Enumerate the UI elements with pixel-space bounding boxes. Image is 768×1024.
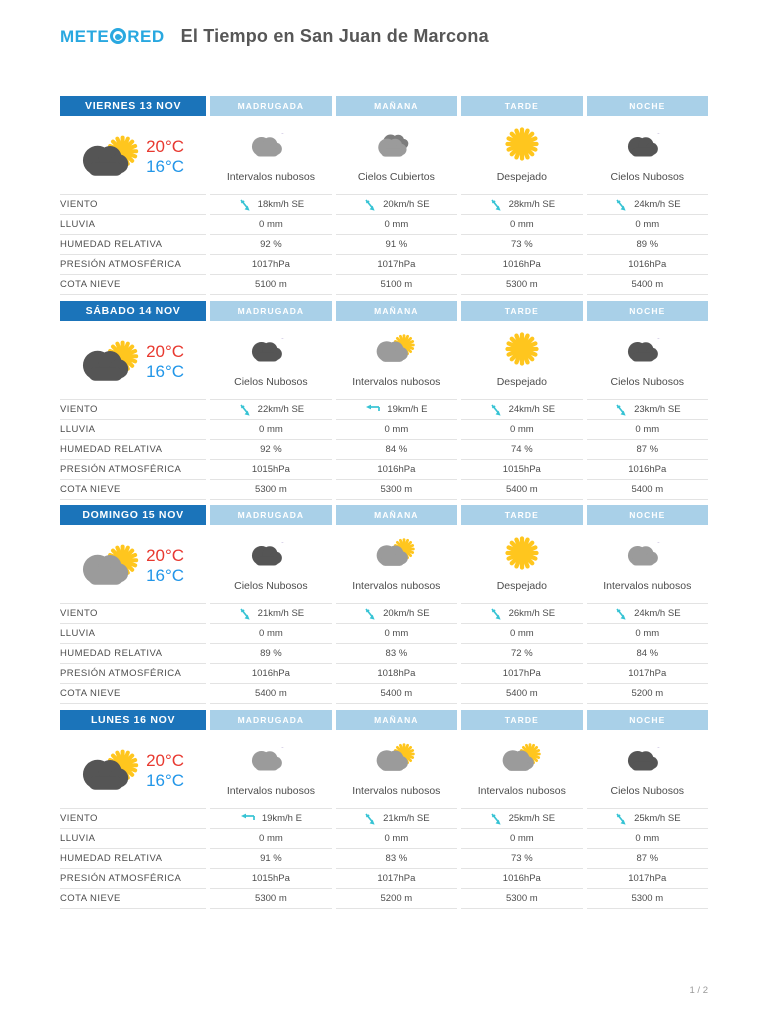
wind-value: 23km/h SE <box>634 404 681 415</box>
table-row <box>60 888 708 908</box>
wind-cell <box>587 194 708 214</box>
border-segment <box>336 703 457 704</box>
table-row <box>60 254 708 274</box>
table-row <box>60 399 708 419</box>
period-description: Cielos Nubosos <box>610 171 685 183</box>
period-header-mañana[interactable]: MAÑANA <box>336 710 457 730</box>
border-segment <box>60 499 206 500</box>
humidity-cell: 92 % <box>210 234 331 254</box>
temp-max: 20°C <box>146 137 185 157</box>
pressure-cell: 1016hPa <box>461 868 582 888</box>
period-description: Cielos Nubosos <box>234 376 308 388</box>
row-label: LLUVIA <box>60 828 206 848</box>
arrow-se-icon <box>489 607 503 621</box>
day-temperatures <box>146 342 184 381</box>
day-header[interactable]: VIERNES 13 NOV <box>60 96 206 116</box>
wind-cell <box>461 603 582 623</box>
cloud-sun-light-icon <box>82 537 140 595</box>
table-row <box>60 663 708 683</box>
wind-cell <box>587 603 708 623</box>
rain-cell: 0 mm <box>336 214 457 234</box>
pressure-cell: 1015hPa <box>210 459 331 479</box>
temp-min: 16°C <box>146 566 185 585</box>
rain-cell: 0 mm <box>461 419 582 439</box>
day-summary-row <box>60 321 708 399</box>
snow_level-cell: 5300 m <box>587 888 708 908</box>
humidity-cell: 87 % <box>587 439 708 459</box>
border-segment <box>210 703 331 704</box>
day-temperatures <box>146 546 184 585</box>
rain-cell: 0 mm <box>210 623 331 643</box>
row-label: PRESIÓN ATMOSFÉRICA <box>60 459 206 479</box>
wind-value: 25km/h SE <box>634 813 681 824</box>
pressure-cell: 1017hPa <box>210 254 331 274</box>
wind-value: 22km/h SE <box>257 404 305 415</box>
temp-min: 16°C <box>146 771 185 790</box>
pressure-cell: 1016hPa <box>336 459 457 479</box>
row-label: PRESIÓN ATMOSFÉRICA <box>60 868 206 888</box>
arrow-e-icon <box>240 813 256 825</box>
rain-cell: 0 mm <box>336 828 457 848</box>
cloud-moon-dark-icon <box>251 329 291 369</box>
day-summary <box>60 321 206 399</box>
humidity-cell: 72 % <box>461 643 582 663</box>
wind-cell <box>210 808 331 828</box>
table-row <box>60 274 708 294</box>
period-header-tarde[interactable]: TARDE <box>461 710 582 730</box>
border-segment <box>587 294 708 295</box>
arrow-se-icon <box>489 403 503 417</box>
row-label: VIENTO <box>60 603 206 623</box>
humidity-cell: 89 % <box>210 643 331 663</box>
table-row <box>60 868 708 888</box>
snow_level-cell: 5100 m <box>210 274 331 294</box>
period-summary <box>461 116 582 194</box>
period-summary <box>336 321 457 399</box>
page-header <box>0 0 768 72</box>
period-summary <box>587 730 708 808</box>
border-segment <box>336 294 457 295</box>
cloud-sun-light-icon <box>376 738 416 778</box>
snow_level-cell: 5300 m <box>210 479 331 499</box>
row-label: VIENTO <box>60 808 206 828</box>
snow_level-cell: 5200 m <box>587 683 708 703</box>
wind-cell <box>336 603 457 623</box>
humidity-cell: 73 % <box>461 234 582 254</box>
cloud-moon-dark-icon <box>627 124 667 164</box>
wind-cell <box>587 808 708 828</box>
period-header-tarde[interactable]: TARDE <box>461 505 582 525</box>
border-segment <box>587 908 708 909</box>
arrow-e-icon <box>365 404 381 416</box>
wind-value: 26km/h SE <box>508 608 556 619</box>
pressure-cell: 1016hPa <box>587 254 708 274</box>
rain-cell: 0 mm <box>461 623 582 643</box>
row-label: COTA NIEVE <box>60 888 206 908</box>
period-summary <box>587 525 708 603</box>
wind-value: 21km/h SE <box>257 608 305 619</box>
humidity-cell: 84 % <box>336 439 457 459</box>
droplet-in-circle-icon <box>110 28 126 44</box>
table-row <box>60 419 708 439</box>
period-description: Despejado <box>496 580 547 592</box>
row-label: HUMEDAD RELATIVA <box>60 848 206 868</box>
wind-cell <box>210 194 331 214</box>
border-segment <box>210 908 331 909</box>
period-header-madrugada[interactable]: MADRUGADA <box>210 505 331 525</box>
day-temperatures <box>146 751 184 790</box>
logo-text-right: RED <box>127 26 165 46</box>
rain-cell: 0 mm <box>210 214 331 234</box>
row-label: VIENTO <box>60 399 206 419</box>
cloud-moon-light-icon <box>627 533 667 573</box>
cloud-sun-dark-icon <box>82 742 140 800</box>
temp-max: 20°C <box>146 546 185 566</box>
snow_level-cell: 5200 m <box>336 888 457 908</box>
table-bottom-border <box>60 908 708 909</box>
snow_level-cell: 5300 m <box>210 888 331 908</box>
period-summary <box>587 116 708 194</box>
table-row <box>60 683 708 703</box>
table-bottom-border <box>60 294 708 295</box>
wind-value: 18km/h SE <box>257 199 305 210</box>
temp-min: 16°C <box>146 157 185 176</box>
day-header[interactable]: SÁBADO 14 NOV <box>60 301 206 321</box>
day-summary <box>60 116 206 194</box>
period-header-noche[interactable]: NOCHE <box>587 96 708 116</box>
snow_level-cell: 5100 m <box>336 274 457 294</box>
table-row <box>60 828 708 848</box>
border-segment <box>587 703 708 704</box>
wind-cell <box>461 808 582 828</box>
wind-cell <box>210 399 331 419</box>
arrow-se-icon <box>614 812 628 826</box>
wind-value: 24km/h SE <box>508 404 556 415</box>
logo-text-left: METE <box>60 26 110 46</box>
row-label: HUMEDAD RELATIVA <box>60 643 206 663</box>
period-summary <box>461 730 582 808</box>
table-row <box>60 808 708 828</box>
period-summary <box>461 321 582 399</box>
period-header-noche[interactable]: NOCHE <box>587 505 708 525</box>
day-band-row <box>60 96 708 116</box>
wind-cell <box>336 808 457 828</box>
period-header-madrugada[interactable]: MADRUGADA <box>210 710 331 730</box>
wind-value: 28km/h SE <box>508 199 556 210</box>
humidity-cell: 91 % <box>210 848 331 868</box>
day-summary-row <box>60 730 708 808</box>
day-header[interactable]: DOMINGO 15 NOV <box>60 505 206 525</box>
humidity-cell: 83 % <box>336 643 457 663</box>
page-indicator: 1 / 2 <box>689 985 708 996</box>
table-row <box>60 459 708 479</box>
wind-cell <box>336 194 457 214</box>
period-header-mañana[interactable]: MAÑANA <box>336 301 457 321</box>
table-row <box>60 234 708 254</box>
pressure-cell: 1017hPa <box>336 254 457 274</box>
border-segment <box>60 294 206 295</box>
sun-icon <box>502 329 542 369</box>
border-segment <box>461 703 582 704</box>
pressure-cell: 1017hPa <box>461 663 582 683</box>
cloud-moon-dark-icon <box>627 329 667 369</box>
arrow-se-icon <box>363 812 377 826</box>
humidity-cell: 84 % <box>587 643 708 663</box>
snow_level-cell: 5400 m <box>336 683 457 703</box>
rain-cell: 0 mm <box>587 419 708 439</box>
period-summary <box>210 525 331 603</box>
day-band-row <box>60 710 708 730</box>
period-summary <box>336 730 457 808</box>
snow_level-cell: 5400 m <box>587 479 708 499</box>
humidity-cell: 83 % <box>336 848 457 868</box>
wind-value: 21km/h SE <box>383 813 430 824</box>
wind-value: 19km/h E <box>387 404 428 415</box>
pressure-cell: 1016hPa <box>461 254 582 274</box>
day-band-row <box>60 301 708 321</box>
period-summary <box>587 321 708 399</box>
snow_level-cell: 5400 m <box>461 479 582 499</box>
day-summary <box>60 730 206 808</box>
row-label: LLUVIA <box>60 214 206 234</box>
period-description: Intervalos nubosos <box>352 785 441 797</box>
table-row <box>60 848 708 868</box>
arrow-se-icon <box>614 607 628 621</box>
snow_level-cell: 5300 m <box>461 888 582 908</box>
wind-value: 25km/h SE <box>508 813 556 824</box>
border-segment <box>336 908 457 909</box>
wind-cell <box>587 399 708 419</box>
arrow-se-icon <box>614 403 628 417</box>
wind-value: 20km/h SE <box>383 199 430 210</box>
day-block <box>60 301 708 500</box>
cloud-sun-light-icon <box>376 533 416 573</box>
border-segment <box>336 499 457 500</box>
day-summary-row <box>60 525 708 603</box>
period-summary <box>336 116 457 194</box>
page-title: El Tiempo en San Juan de Marcona <box>180 25 489 46</box>
arrow-se-icon <box>238 607 252 621</box>
meteored-logo <box>60 25 165 47</box>
temp-max: 20°C <box>146 751 185 771</box>
pressure-cell: 1017hPa <box>587 663 708 683</box>
pressure-cell: 1016hPa <box>210 663 331 683</box>
wind-cell <box>461 399 582 419</box>
period-header-mañana[interactable]: MAÑANA <box>336 96 457 116</box>
row-label: PRESIÓN ATMOSFÉRICA <box>60 254 206 274</box>
period-summary <box>210 116 331 194</box>
rain-cell: 0 mm <box>210 419 331 439</box>
row-label: LLUVIA <box>60 419 206 439</box>
wind-value: 24km/h SE <box>634 199 681 210</box>
arrow-se-icon <box>489 198 503 212</box>
period-description: Intervalos nubosos <box>226 171 315 183</box>
rain-cell: 0 mm <box>336 419 457 439</box>
period-header-tarde[interactable]: TARDE <box>461 96 582 116</box>
arrow-se-icon <box>489 812 503 826</box>
wind-value: 20km/h SE <box>383 608 430 619</box>
wind-cell <box>336 399 457 419</box>
period-header-noche[interactable]: NOCHE <box>587 710 708 730</box>
period-description: Despejado <box>496 171 547 183</box>
sun-icon <box>502 124 542 164</box>
border-segment <box>210 294 331 295</box>
pressure-cell: 1018hPa <box>336 663 457 683</box>
wind-cell <box>210 603 331 623</box>
snow_level-cell: 5400 m <box>210 683 331 703</box>
cloud-sun-light-icon <box>502 738 542 778</box>
day-data-table <box>60 399 708 500</box>
border-segment <box>60 703 206 704</box>
snow_level-cell: 5300 m <box>461 274 582 294</box>
day-temperatures <box>146 137 184 176</box>
row-label: HUMEDAD RELATIVA <box>60 234 206 254</box>
day-band-row <box>60 505 708 525</box>
pressure-cell: 1015hPa <box>461 459 582 479</box>
cloud-moon-dark-icon <box>627 738 667 778</box>
arrow-se-icon <box>363 607 377 621</box>
arrow-se-icon <box>363 198 377 212</box>
rain-cell: 0 mm <box>461 828 582 848</box>
pressure-cell: 1016hPa <box>587 459 708 479</box>
cloud-sun-dark-icon <box>82 333 140 391</box>
period-description: Intervalos nubosos <box>477 785 566 797</box>
table-row <box>60 439 708 459</box>
period-header-noche[interactable]: NOCHE <box>587 301 708 321</box>
row-label: COTA NIEVE <box>60 274 206 294</box>
day-data-table <box>60 603 708 704</box>
row-label: HUMEDAD RELATIVA <box>60 439 206 459</box>
day-block <box>60 710 708 909</box>
page-footer <box>0 985 768 996</box>
logo-text <box>60 28 165 45</box>
period-summary <box>210 730 331 808</box>
border-segment <box>461 499 582 500</box>
wind-value: 24km/h SE <box>634 608 681 619</box>
arrow-se-icon <box>238 403 252 417</box>
period-header-mañana[interactable]: MAÑANA <box>336 505 457 525</box>
cloud-overcast-icon <box>376 124 416 164</box>
period-header-madrugada[interactable]: MADRUGADA <box>210 301 331 321</box>
rain-cell: 0 mm <box>587 828 708 848</box>
period-description: Intervalos nubosos <box>226 785 315 797</box>
snow_level-cell: 5300 m <box>336 479 457 499</box>
humidity-cell: 73 % <box>461 848 582 868</box>
cloud-sun-dark-icon <box>82 128 140 186</box>
day-block <box>60 96 708 295</box>
rain-cell: 0 mm <box>210 828 331 848</box>
day-summary-row <box>60 116 708 194</box>
border-segment <box>587 499 708 500</box>
period-description: Intervalos nubosos <box>603 580 692 592</box>
arrow-se-icon <box>614 198 628 212</box>
humidity-cell: 89 % <box>587 234 708 254</box>
period-description: Cielos Nubosos <box>234 580 308 592</box>
period-summary <box>461 525 582 603</box>
wind-cell <box>461 194 582 214</box>
wind-value: 19km/h E <box>261 813 302 824</box>
period-summary <box>336 525 457 603</box>
day-block <box>60 505 708 704</box>
rain-cell: 0 mm <box>587 214 708 234</box>
pressure-cell: 1017hPa <box>336 868 457 888</box>
row-label: COTA NIEVE <box>60 479 206 499</box>
cloud-moon-light-icon <box>251 124 291 164</box>
table-row <box>60 603 708 623</box>
arrow-se-icon <box>238 198 252 212</box>
border-segment <box>461 294 582 295</box>
day-summary <box>60 525 206 603</box>
table-bottom-border <box>60 499 708 500</box>
period-description: Intervalos nubosos <box>352 580 441 592</box>
table-row <box>60 214 708 234</box>
table-row <box>60 479 708 499</box>
border-segment <box>461 908 582 909</box>
cloud-moon-dark-icon <box>251 533 291 573</box>
temp-min: 16°C <box>146 362 185 381</box>
pressure-cell: 1017hPa <box>587 868 708 888</box>
period-header-madrugada[interactable]: MADRUGADA <box>210 96 331 116</box>
rain-cell: 0 mm <box>461 214 582 234</box>
border-segment <box>60 908 206 909</box>
period-description: Cielos Cubiertos <box>357 171 435 183</box>
period-description: Intervalos nubosos <box>352 376 441 388</box>
period-header-tarde[interactable]: TARDE <box>461 301 582 321</box>
rain-cell: 0 mm <box>336 623 457 643</box>
pressure-cell: 1015hPa <box>210 868 331 888</box>
table-row <box>60 643 708 663</box>
table-row <box>60 623 708 643</box>
humidity-cell: 91 % <box>336 234 457 254</box>
period-summary <box>210 321 331 399</box>
temp-max: 20°C <box>146 342 185 362</box>
day-header[interactable]: LUNES 16 NOV <box>60 710 206 730</box>
day-data-table <box>60 194 708 295</box>
humidity-cell: 74 % <box>461 439 582 459</box>
period-description: Despejado <box>496 376 547 388</box>
table-row <box>60 194 708 214</box>
row-label: VIENTO <box>60 194 206 214</box>
humidity-cell: 92 % <box>210 439 331 459</box>
cloud-moon-light-icon <box>251 738 291 778</box>
rain-cell: 0 mm <box>587 623 708 643</box>
row-label: LLUVIA <box>60 623 206 643</box>
day-data-table <box>60 808 708 909</box>
row-label: PRESIÓN ATMOSFÉRICA <box>60 663 206 683</box>
humidity-cell: 87 % <box>587 848 708 868</box>
period-description: Cielos Nubosos <box>610 376 685 388</box>
border-segment <box>210 499 331 500</box>
snow_level-cell: 5400 m <box>587 274 708 294</box>
period-description: Cielos Nubosos <box>610 785 685 797</box>
row-label: COTA NIEVE <box>60 683 206 703</box>
cloud-sun-light-icon <box>376 329 416 369</box>
snow_level-cell: 5400 m <box>461 683 582 703</box>
sun-icon <box>502 533 542 573</box>
table-bottom-border <box>60 703 708 704</box>
